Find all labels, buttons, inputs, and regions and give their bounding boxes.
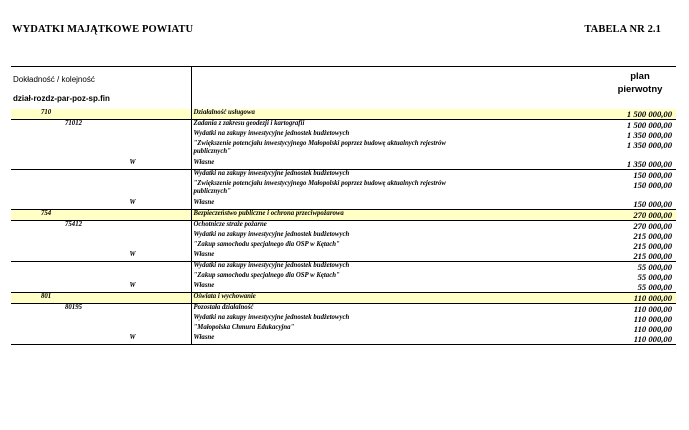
classification-code <box>11 272 191 282</box>
plan-amount: 110 000,00 <box>633 304 672 314</box>
table-row <box>11 282 676 293</box>
description: Własne <box>191 334 481 345</box>
subsection-row <box>11 120 676 131</box>
table-row <box>11 159 676 170</box>
plan-amount: 1 350 000,00 <box>626 130 672 140</box>
plan-amount: 110 000,00 <box>633 314 672 324</box>
classification-code <box>11 170 191 181</box>
plan-amount: 110 000,00 <box>481 334 676 345</box>
classification-code <box>11 241 191 251</box>
description: "Zwiększenie potencjału inwestycyjnego Małopolski poprzez budowę aktualnych rejestrów publicznych" <box>193 140 446 155</box>
description: "Małopolska Chmura Edukacyjna" <box>193 324 295 331</box>
table-row <box>11 262 676 273</box>
description: "Zakup samochodu specjalnego dla OSP w Kętach" <box>193 272 340 279</box>
description: Zadania z zakresu geodezji i kartografii <box>193 120 305 127</box>
table-row <box>11 324 676 334</box>
section-row <box>11 293 676 304</box>
table-row <box>11 180 676 199</box>
plan-amount: 1 500 000,00 <box>481 109 676 120</box>
table-row <box>11 251 676 262</box>
plan-amount: 55 000,00 <box>637 272 672 282</box>
description: Wydatki na zakupy inwestycyjne jednostek budżetowych <box>193 130 350 137</box>
classification-code: 75412 <box>11 221 191 232</box>
table-header <box>11 66 676 111</box>
description: Bezpieczeństwo publiczne i ochrona przeciwpożarowa <box>191 210 481 221</box>
plan-amount: 110 000,00 <box>633 324 672 334</box>
detail-order-label: Dokładność / kolejność <box>13 75 95 84</box>
table-number: TABELA NR 2.1 <box>584 24 661 35</box>
description: Oświata i wychowanie <box>191 293 481 304</box>
classification-code: W <box>11 199 191 210</box>
classification-code: 71012 <box>11 120 191 131</box>
plan-amount: 1 350 000,00 <box>626 140 672 150</box>
plan-amount: 215 000,00 <box>633 241 672 251</box>
table-row <box>11 334 676 345</box>
plan-column-header <box>610 70 670 96</box>
description: Ochotnicze straże pożarne <box>193 221 267 228</box>
section-row <box>11 210 676 221</box>
table-row <box>11 199 676 210</box>
plan-header-line2: pierwotny <box>617 84 663 95</box>
plan-amount: 150 000,00 <box>633 170 672 180</box>
classification-code: 80195 <box>11 304 191 315</box>
plan-header-line1: plan <box>630 71 650 82</box>
classification-code <box>11 314 191 324</box>
description: Własne <box>191 282 481 293</box>
classification-code: W <box>11 282 191 293</box>
classification-code <box>11 130 191 140</box>
plan-amount: 150 000,00 <box>633 180 672 190</box>
classification-code <box>11 262 191 273</box>
subsection-row <box>11 304 676 315</box>
description: Własne <box>191 251 481 262</box>
classification-code: 710 <box>11 109 191 120</box>
classification-code-label: dział-rozdz-par-poz-sp.fin <box>13 94 110 103</box>
description: Wydatki na zakupy inwestycyjne jednostek budżetowych <box>193 262 350 269</box>
classification-code <box>11 324 191 334</box>
plan-amount: 55 000,00 <box>637 262 672 272</box>
expenditure-table-body <box>11 109 676 345</box>
plan-amount: 215 000,00 <box>633 231 672 241</box>
subsection-row <box>11 221 676 232</box>
description: Wydatki na zakupy inwestycyjne jednostek budżetowych <box>193 314 350 321</box>
description: "Zwiększenie potencjału inwestycyjnego Małopolski poprzez budowę aktualnych rejestrów publicznych" <box>193 180 446 195</box>
page-title: WYDATKI MAJĄTKOWE POWIATU <box>12 24 194 35</box>
table-row <box>11 130 676 140</box>
description: Własne <box>191 159 481 170</box>
plan-amount: 270 000,00 <box>633 221 672 231</box>
classification-code: 754 <box>11 210 191 221</box>
classification-code: 801 <box>11 293 191 304</box>
section-row <box>11 109 676 120</box>
table-row <box>11 272 676 282</box>
plan-amount: 150 000,00 <box>481 199 676 210</box>
classification-code: W <box>11 251 191 262</box>
table-row <box>11 314 676 324</box>
plan-amount: 215 000,00 <box>481 251 676 262</box>
expenditure-table <box>11 109 676 345</box>
table-row <box>11 231 676 241</box>
classification-code: W <box>11 334 191 345</box>
classification-code <box>11 180 191 199</box>
description: Wydatki na zakupy inwestycyjne jednostek budżetowych <box>193 170 350 177</box>
classification-code <box>11 140 191 159</box>
classification-code: W <box>11 159 191 170</box>
classification-code <box>11 231 191 241</box>
description: Własne <box>191 199 481 210</box>
description: "Zakup samochodu specjalnego dla OSP w Kętach" <box>193 241 340 248</box>
plan-amount: 110 000,00 <box>481 293 676 304</box>
description: Wydatki na zakupy inwestycyjne jednostek budżetowych <box>193 231 350 238</box>
plan-amount: 1 350 000,00 <box>481 159 676 170</box>
plan-amount: 270 000,00 <box>481 210 676 221</box>
plan-amount: 1 500 000,00 <box>626 120 672 130</box>
description: Pozostała działalność <box>193 304 254 311</box>
table-row <box>11 140 676 159</box>
table-row <box>11 170 676 181</box>
plan-amount: 55 000,00 <box>481 282 676 293</box>
table-row <box>11 241 676 251</box>
description: Działalność usługowa <box>191 109 481 120</box>
header-divider <box>191 67 192 110</box>
